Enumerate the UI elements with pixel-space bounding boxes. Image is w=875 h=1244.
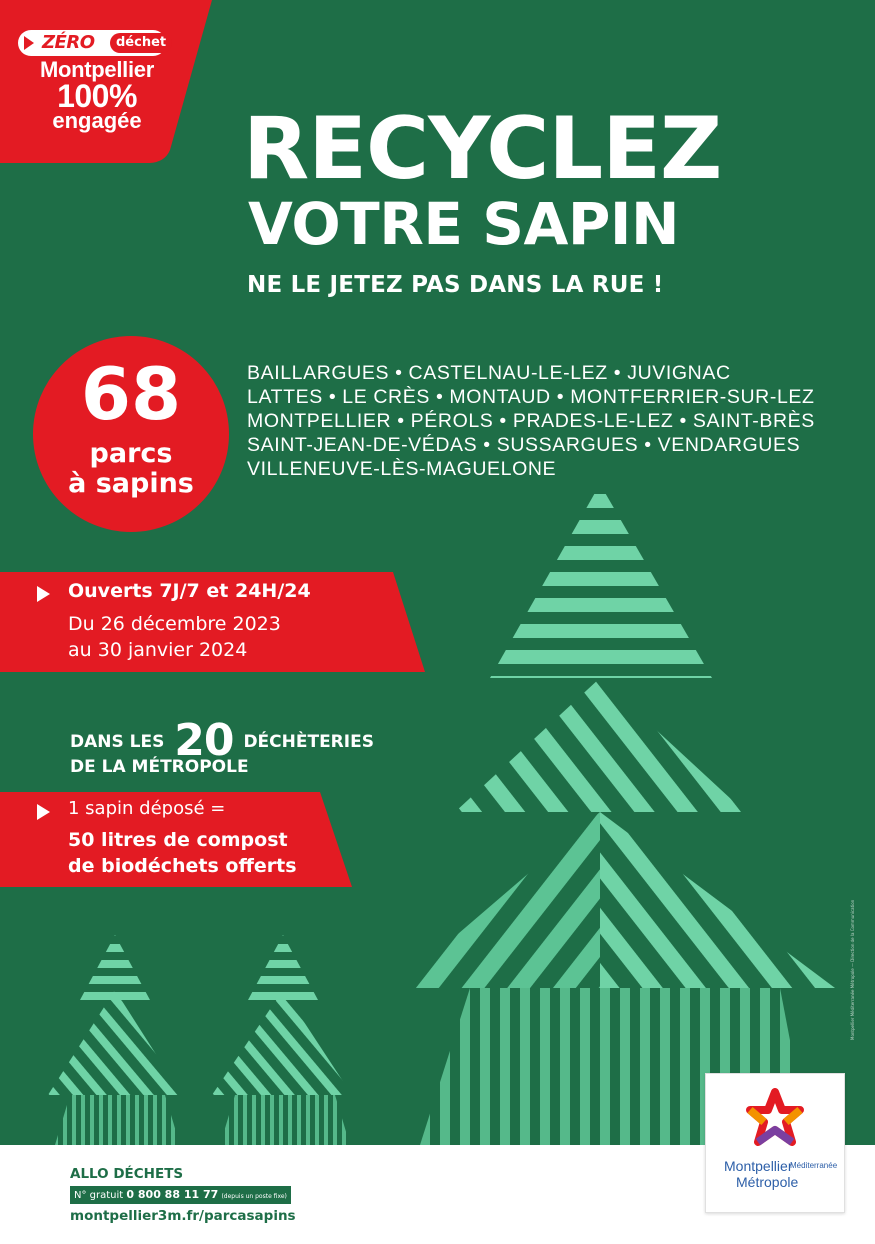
dechetteries-number: 20 — [174, 715, 234, 766]
dechetteries-line-2: DE LA MÉTROPOLE — [70, 757, 249, 777]
badge-line-3: engagée — [52, 108, 142, 134]
big-tree-middle — [455, 678, 745, 812]
parcs-count-number: 68 — [80, 352, 182, 436]
big-tree-lower-right — [600, 812, 835, 988]
phone-number: 0 800 88 11 77 — [126, 1188, 219, 1201]
communes-line: VILLENEUVE-LÈS-MAGUELONE — [247, 458, 557, 480]
compost-line-2: 50 litres de compost — [68, 829, 288, 851]
badge-text — [22, 57, 172, 134]
logo-line-3: Métropole — [736, 1174, 799, 1190]
phone-prefix: N° gratuit — [74, 1190, 124, 1201]
play-arrow-icon — [24, 36, 34, 50]
dechetteries-prefix: DANS LES — [70, 732, 165, 752]
communes-line: MONTPELLIER • PÉROLS • PRADES-LE-LEZ • SAINT-BRÈS — [247, 410, 815, 432]
parcs-count-label-2: à sapins — [68, 468, 194, 499]
big-tree-lower-left — [395, 812, 600, 988]
communes-line: BAILLARGUES • CASTELNAU-LE-LEZ • JUVIGNAC — [247, 362, 731, 384]
communes-list — [247, 361, 815, 481]
hours-line-1: Ouverts 7J/7 et 24H/24 — [68, 580, 311, 602]
badge-line-1: Montpellier — [39, 57, 155, 82]
hours-line-3: au 30 janvier 2024 — [68, 639, 248, 661]
hours-line-2: Du 26 décembre 2023 — [68, 613, 281, 635]
main-title-line-2: VOTRE SAPIN — [248, 190, 680, 258]
phone-note: (depuis un poste fixe) — [221, 1193, 287, 1200]
small-tree-1-trunk — [55, 1095, 180, 1145]
subtitle: NE LE JETEZ PAS DANS LA RUE ! — [247, 272, 664, 298]
play-arrow-icon — [37, 586, 50, 602]
badge-dechet-text: déchet — [110, 33, 172, 53]
big-tree-top — [490, 484, 712, 678]
footer-url-link[interactable]: montpellier3m.fr/parcasapins — [70, 1208, 296, 1224]
compost-line-3: de biodéchets offerts — [68, 855, 297, 877]
parcs-count-circle — [33, 336, 229, 532]
small-tree-2-trunk — [220, 1095, 350, 1145]
logo-line-2: Méditerranée — [790, 1161, 838, 1170]
small-tree-1-middle — [48, 990, 182, 1095]
phone-box[interactable] — [70, 1186, 291, 1204]
logo-line-1: Montpellier — [724, 1158, 793, 1174]
metropole-logo — [705, 1073, 845, 1213]
parcs-count-label-1: parcs — [89, 438, 173, 469]
communes-line: SAINT-JEAN-DE-VÉDAS • SUSSARGUES • VENDARGUES — [247, 434, 801, 456]
compost-line-1: 1 sapin déposé = — [68, 798, 226, 819]
zero-dechet-badge — [0, 0, 215, 165]
star-logo-icon — [746, 1088, 804, 1150]
small-tree-2-middle — [212, 990, 352, 1095]
zero-dechet-pill — [18, 30, 166, 56]
communes-line: LATTES • LE CRÈS • MONTAUD • MONTFERRIER-SUR-LEZ — [247, 386, 815, 408]
dechetteries-suffix: DÉCHÈTERIES — [243, 732, 374, 752]
badge-line-2: 100% — [57, 77, 137, 114]
main-title: RECYCLEZ — [243, 99, 722, 199]
footer-title: ALLO DÉCHETS — [70, 1166, 184, 1182]
play-arrow-icon — [37, 804, 50, 820]
badge-zero-text: ZÉRO — [42, 32, 95, 53]
credit-text: Montpellier Méditerranée Métropole — Direction de la Communication — [850, 899, 855, 1040]
